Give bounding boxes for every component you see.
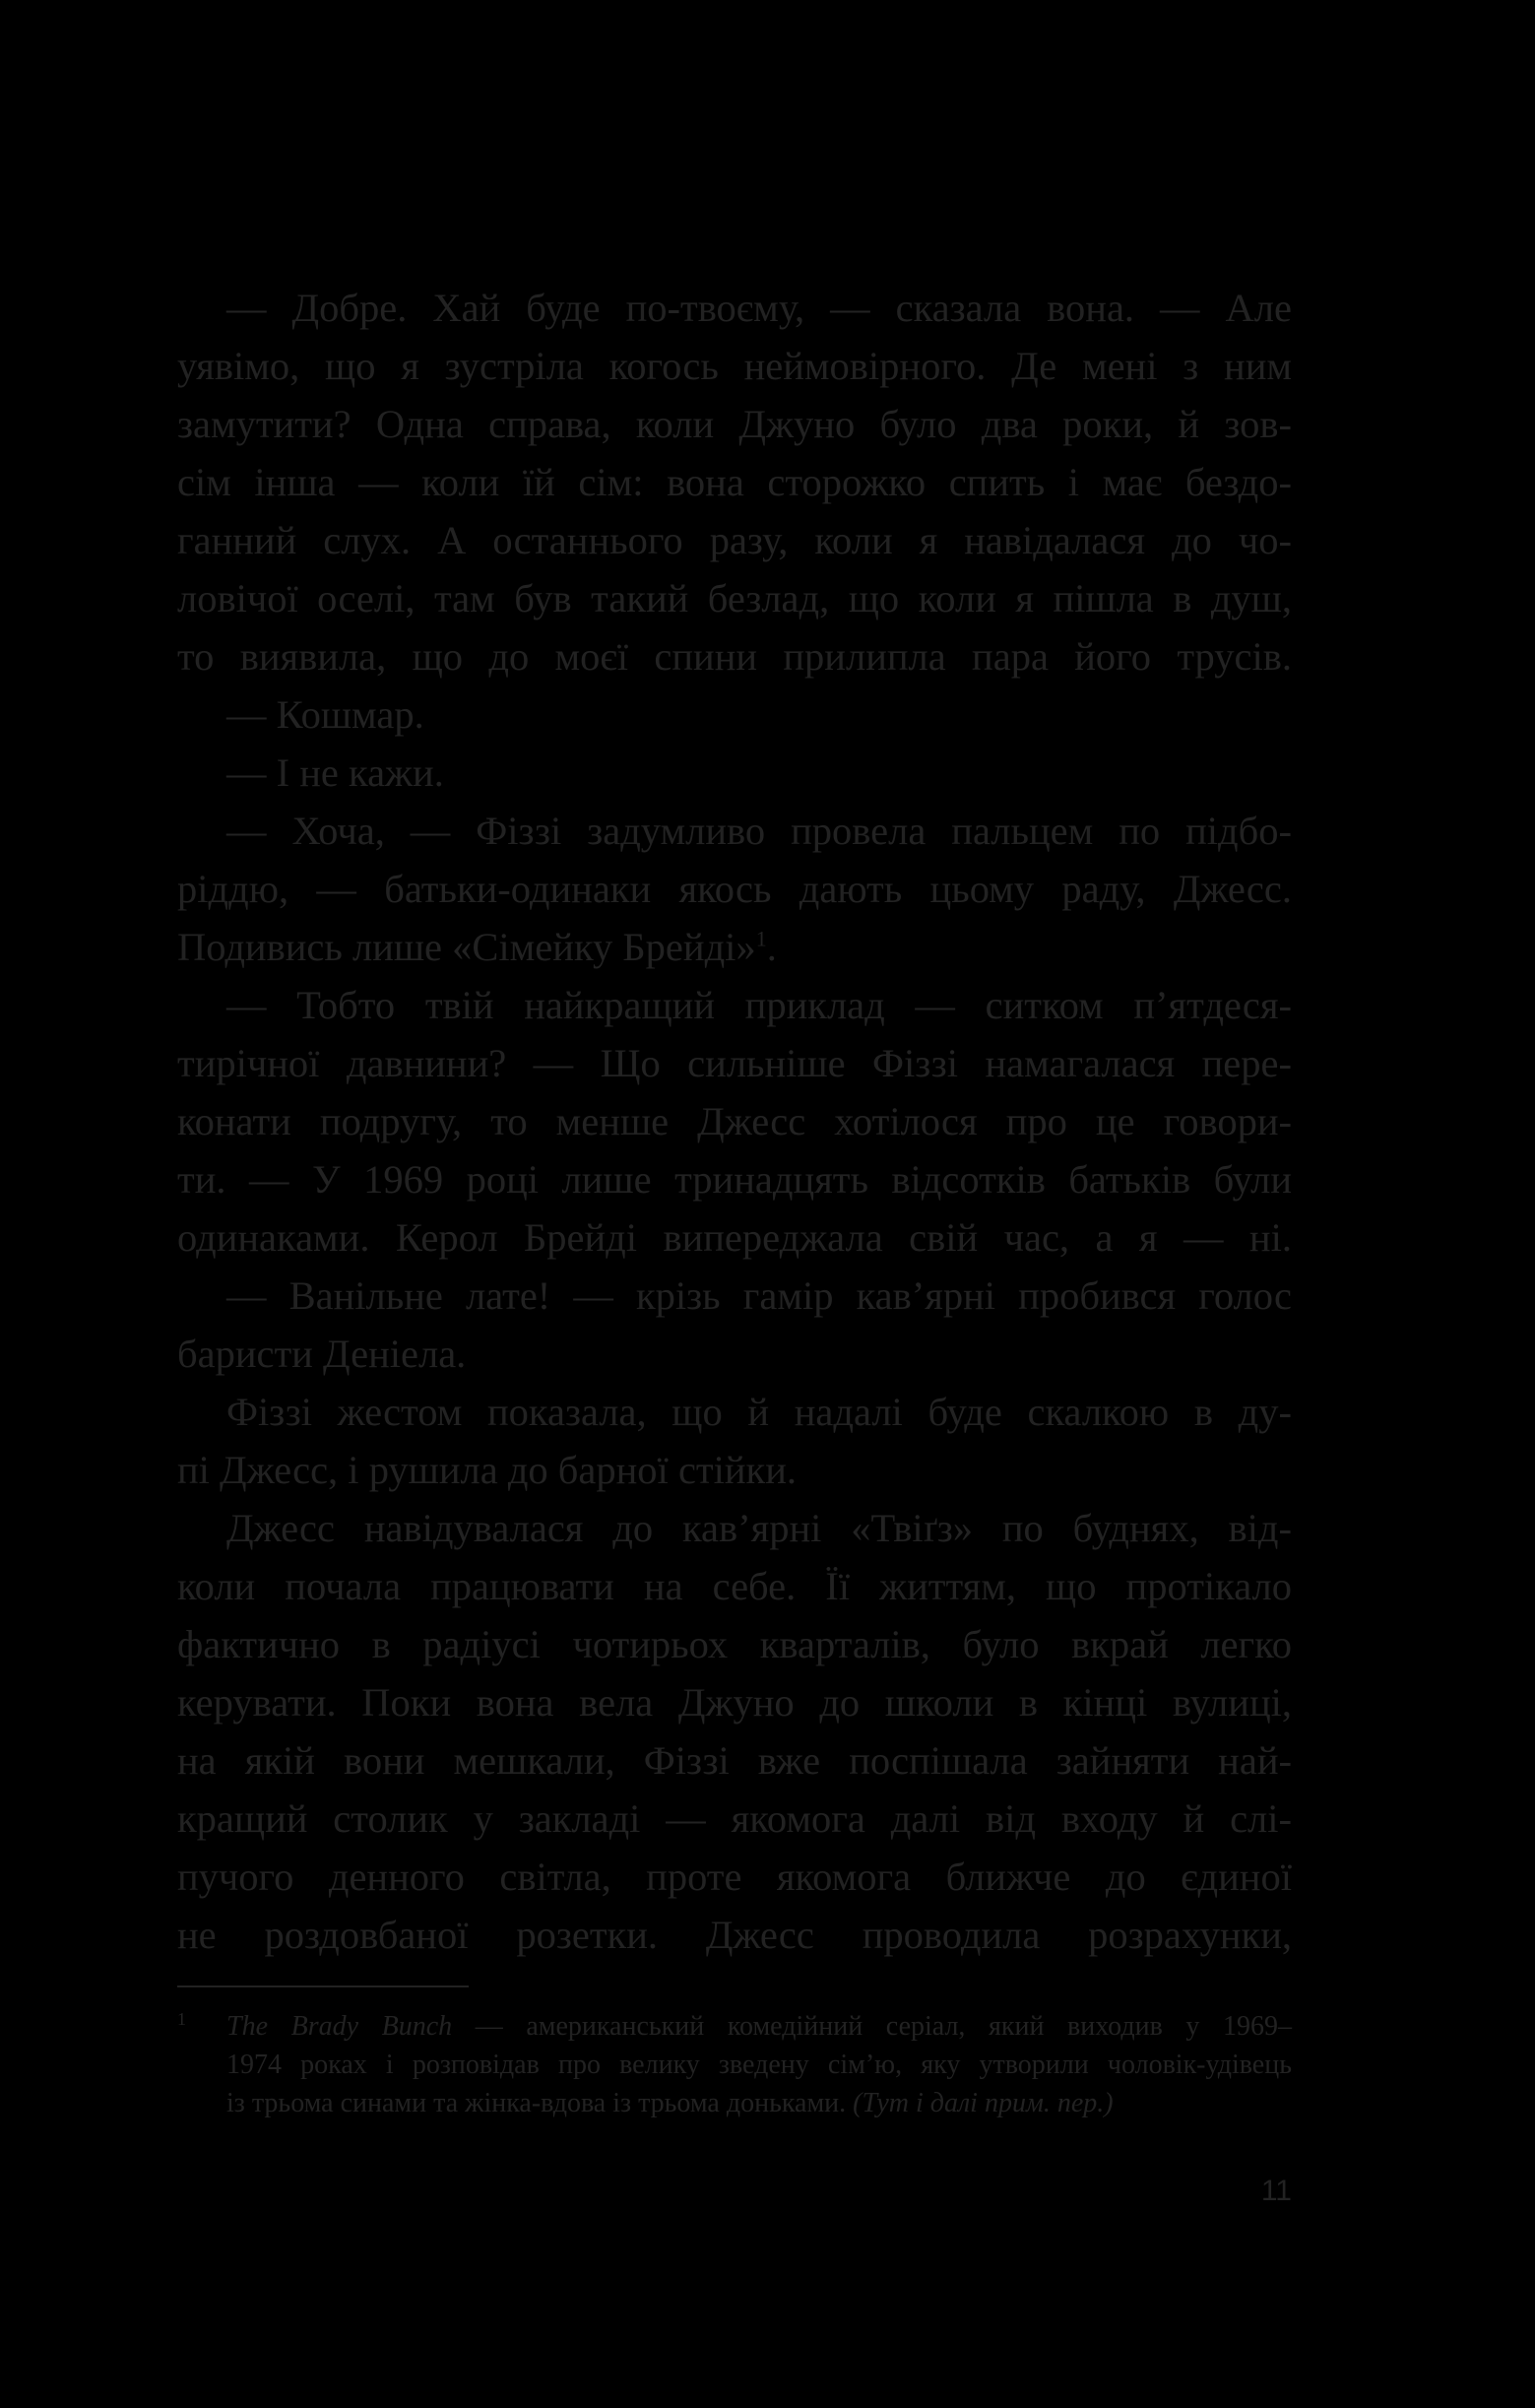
paragraph-7	[177, 1383, 1292, 1499]
text-line: одинаками. Керол Брейді випереджала свій час, а я — ні.	[177, 1215, 1292, 1260]
text-line: ганний слух. А останнього разу, коли я навідалася до чо-	[177, 518, 1292, 562]
footnote-line	[226, 2084, 1292, 2122]
paragraph-5	[177, 976, 1292, 1267]
paragraph-2	[177, 685, 1292, 744]
text-line: Джесс навідувалася до кав’ярні «Твіґз» по буднях, від-	[226, 1506, 1292, 1550]
footnote-marker: 1	[177, 2009, 186, 2029]
footnote-body	[226, 2007, 1292, 2122]
footnote-text: із трьома синами та жінка-вдова із трьома доньками.	[226, 2088, 854, 2118]
text-line: конати подругу, то менше Джесс хотілося про це говори-	[177, 1099, 1292, 1143]
text-line: — І не кажи.	[226, 750, 444, 795]
paragraph-3	[177, 744, 1292, 802]
text-line: — Добре. Хай буде по-твоєму, — сказала вона. — Але	[226, 286, 1292, 330]
text-line: тирічної давнини? — Що сильніше Фіззі намагалася пере-	[177, 1041, 1292, 1085]
text-line: фактично в радіусі чотирьох кварталів, було вкрай легко	[177, 1622, 1292, 1666]
footnote-divider	[177, 1985, 469, 1987]
text-line: пі Джесс, і рушила до барної стійки.	[177, 1448, 798, 1492]
text-line: — Ванільне лате! — крізь гамір кав’ярні пробився голос	[226, 1273, 1292, 1318]
text-line: то виявила, що до моєї спини прилипла пара його трусів.	[177, 634, 1292, 679]
text-line: — Кошмар.	[226, 692, 424, 737]
page-number: 11	[1260, 2175, 1292, 2207]
footnote-title: The Brady Bunch	[226, 2011, 453, 2042]
text-line: коли почала працювати на себе. Її життям, що протікало	[177, 1564, 1292, 1608]
text-line	[177, 918, 1292, 976]
translator-note: (Тут і далі прим. пер.)	[853, 2088, 1114, 2118]
text-line: на якій вони мешкали, Фіззі вже поспішала зайняти най-	[177, 1738, 1292, 1783]
text-line: — Тобто твій найкращий приклад — ситком п’ятдеся-	[226, 983, 1292, 1027]
text-line: кращий столик у закладі — якомога далі від входу й слі-	[177, 1796, 1292, 1841]
paragraph-1	[177, 279, 1292, 685]
text-line: не роздовбаної розетки. Джесс проводила розрахунки,	[177, 1913, 1292, 1957]
text-line: керувати. Поки вона вела Джуно до школи в кінці вулиці,	[177, 1680, 1292, 1725]
paragraph-4	[177, 802, 1292, 976]
paragraph-6	[177, 1267, 1292, 1383]
text-line: уявімо, що я зустріла когось неймовірного. Де мені з ним	[177, 344, 1292, 388]
footnote-line: 1974 роках і розповідав про велику зведену сім’ю, яку утворили чоловік-удівець	[226, 2050, 1292, 2080]
text-line: сім інша — коли їй сім: вона сторожко спить і має бездо-	[177, 460, 1292, 504]
text-fragment: .	[766, 925, 777, 969]
text-line: ловічої оселі, там був такий безлад, що коли я пішла в душ,	[177, 576, 1292, 620]
text-line: ріддю, — батьки-одинаки якось дають цьому раду, Джесс.	[177, 867, 1292, 911]
text-line: замутити? Одна справа, коли Джуно було два роки, й зов-	[177, 402, 1292, 446]
body-text	[177, 279, 1292, 1964]
footnote-reference: 1	[755, 926, 767, 951]
text-line: пучого денного світла, проте якомога ближче до єдиної	[177, 1855, 1292, 1899]
paragraph-8	[177, 1499, 1292, 1964]
footnote-line	[226, 2007, 1292, 2046]
text-line: баристи Деніела.	[177, 1332, 467, 1376]
footnote	[177, 2007, 1292, 2122]
text-line: Фіззі жестом показала, що й надалі буде скалкою в ду-	[226, 1390, 1292, 1434]
text-fragment: Подивись лише «Сімейку Брейді»	[177, 925, 756, 969]
footnote-text: — американський комедійний серіал, який виходив у 1969–	[452, 2011, 1292, 2042]
text-line: ти. — У 1969 році лише тринадцять відсотків батьків були	[177, 1157, 1292, 1202]
text-line: — Хоча, — Фіззі задумливо провела пальцем по підбо-	[226, 809, 1292, 853]
